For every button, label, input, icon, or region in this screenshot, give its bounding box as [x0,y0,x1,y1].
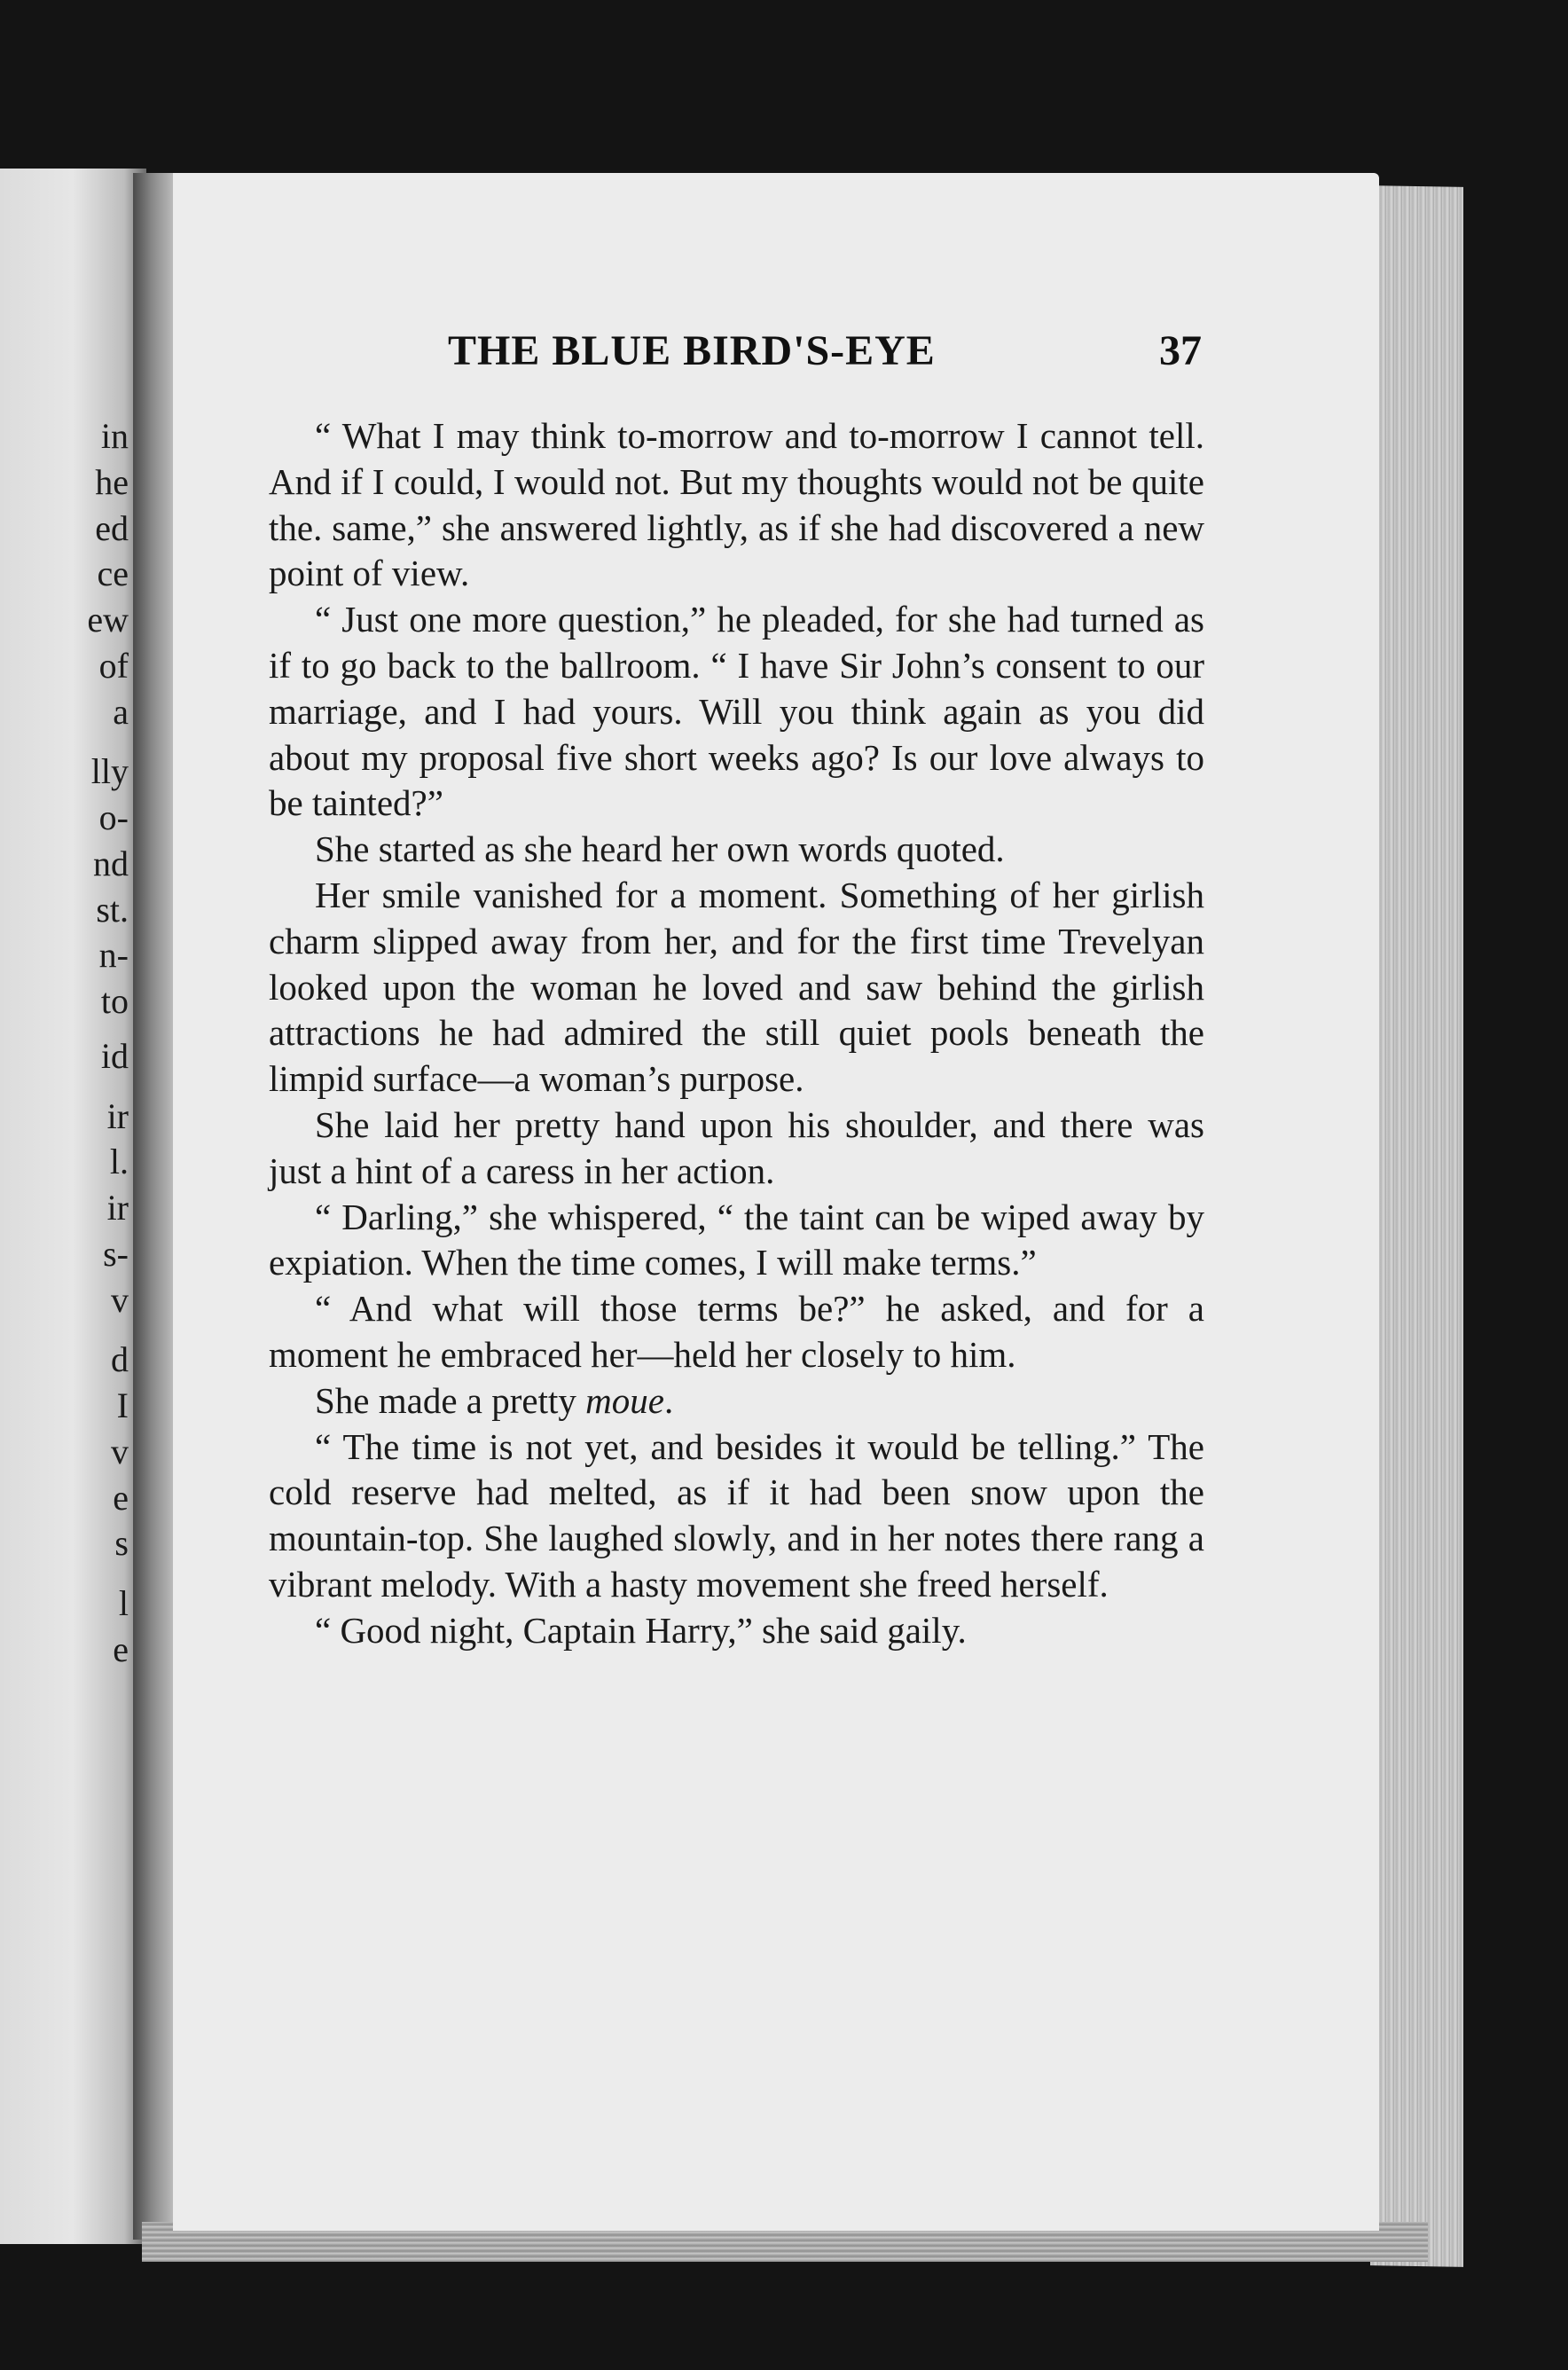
facing-page-fragment: v [111,1279,129,1320]
page-header [448,326,1202,376]
page-number: 37 [1159,327,1202,374]
facing-page-fragment: ir [106,1188,129,1228]
facing-page-fragment: of [98,646,129,686]
facing-page-fragment: nd [93,843,129,883]
paragraph [269,1378,1204,1424]
facing-page-fragment: o- [98,797,129,837]
paragraph-text: She made a pretty [315,1379,586,1421]
page-edge [1370,185,1463,2267]
body-text [269,413,1204,1654]
facing-page-fragment: ew [87,600,129,640]
facing-page-fragment: to [100,981,129,1022]
facing-page-fragment: l [118,1582,129,1623]
paragraph-text: . [663,1379,674,1421]
running-head: THE BLUE BIRD'S-EYE [448,327,936,374]
facing-page-fragment: e [113,1477,129,1518]
facing-page-fragment: n- [98,935,129,976]
facing-page-left [0,169,146,2244]
paragraph: She started as she heard her own words quoted. [315,828,1005,870]
paragraph: “ What I may think to-morrow and to-morrow I cannot tell. And if I could, I would not. But my thoughts would not be quite the. same,” she answered lightly, as if she had discovered a new point of view. [269,415,1204,594]
paragraph: Her smile vanished for a moment. Something of her girlish charm slipped away from her, and for the first time Trevelyan looked upon the woman he loved and saw behind the girlish attractions he had admired the still quiet pools beneath the limpid surface—a woman’s purpose. [269,874,1204,1100]
facing-page-fragment: s [114,1523,129,1564]
facing-page-fragment: in [100,416,129,456]
paragraph: “ Darling,” she whispered, “ the taint can be wiped away by expiation. When the time comes, I will make terms.” [269,1196,1204,1283]
facing-page-fragment: a [113,691,129,732]
facing-page-fragment: l. [109,1142,129,1182]
facing-page-fragment: s- [103,1234,129,1275]
facing-page-fragment: lly [90,751,129,792]
paragraph: She laid her pretty hand upon his shoulder, and there was just a hint of a caress in her action. [269,1103,1204,1191]
paragraph: “ Good night, Captain Harry,” she said gaily. [315,1609,967,1651]
facing-page-fragment: ir [106,1095,129,1136]
facing-page-fragment: ce [97,553,129,594]
facing-page-fragment: ed [95,507,129,548]
facing-page-fragment: id [100,1036,129,1077]
paragraph: “ And what will those terms be?” he asked, and for a moment he embraced her—held her closely to him. [269,1288,1204,1375]
paragraph: “ The time is not yet, and besides it would be telling.” The cold reserve had melted, as if it had been snow upon the mountain-top. She laughed slowly, and in her notes there rang a vibrant melody. With a hasty movement she freed herself. [269,1425,1204,1605]
facing-page-fragment: e [113,1628,129,1669]
facing-page-fragment: he [95,461,129,502]
facing-page-fragment: I [116,1385,129,1425]
facing-page-fragment: st. [96,889,129,930]
facing-page-fragment: d [111,1339,129,1380]
facing-page-fragment: v [111,1431,129,1471]
italic-word: moue [585,1379,664,1421]
paragraph: “ Just one more question,” he pleaded, for she had turned as if to go back to the ballroom. “ I have Sir John’s consent to our marriage, and I had yours. Will you think again as you did about my proposal five short weeks ago? Is our love always to be tainted?” [269,599,1204,824]
